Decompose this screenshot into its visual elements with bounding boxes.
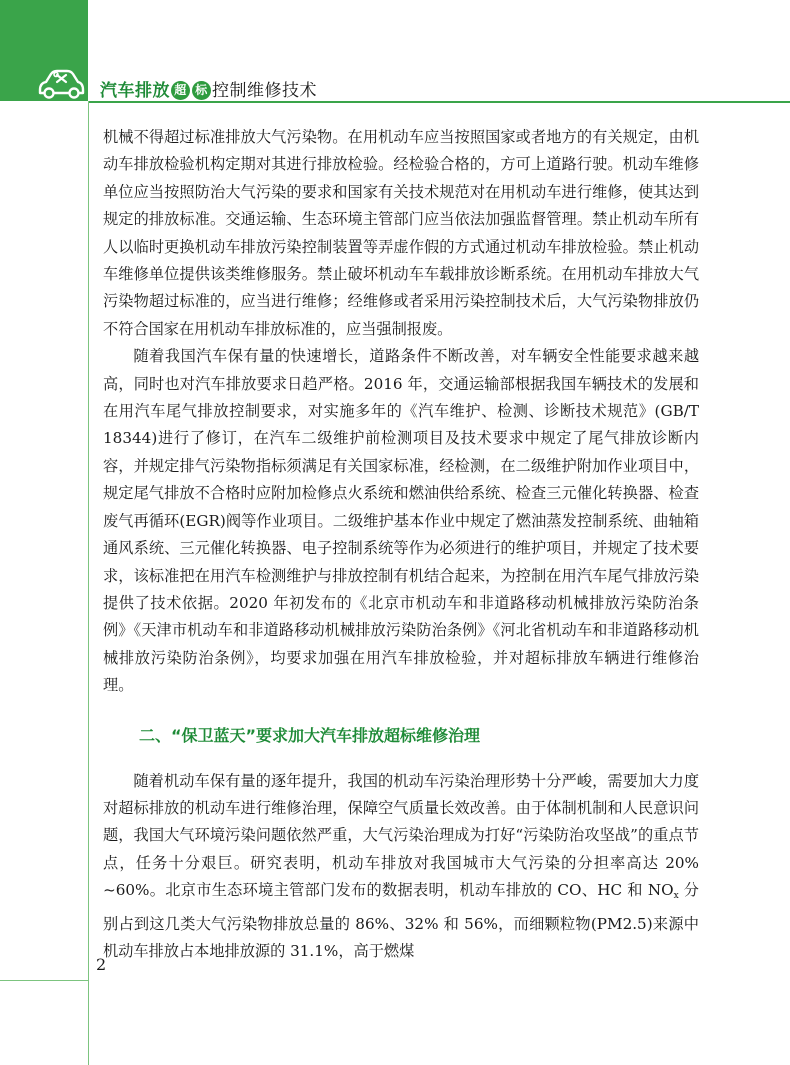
paragraph-1: 机械不得超过标准排放大气污染物。在用机动车应当按照国家或者地方的有关规定，由机动车排放检验机构定期对其进行排放检验。经检验合格的，方可上道路行驶。机动车维修单位应当按照防治大气污染的要求和国家有关技术规范对在用机动车进行维修，使其达到规定的排放标准。交通运输、生态环境主管部门应当依法加强监督管理。禁止机动车所有人以临时更换机动车排放污染控制装置等弄虚作假的方式通过机动车排放检验。禁止机动车维修单位提供该类维修服务。禁止破坏机动车车载排放诊断系统。在用机动车排放大气污染物超过标准的，应当进行维修；经维修或者采用污染控制技术后，大气污染物排放仍不符合国家在用机动车排放标准的，应当强制报废。 bbox=[103, 128, 699, 338]
car-wrench-icon bbox=[36, 66, 86, 100]
body-text bbox=[103, 124, 699, 965]
paragraph-3 bbox=[103, 768, 699, 966]
paragraph-2: 随着我国汽车保有量的快速增长，道路条件不断改善，对车辆安全性能要求越来越高，同时也对汽车排放要求日趋严格。2016 年，交通运输部根据我国车辆技术的发展和在用汽车尾气排放控制要求，对实施多年的《汽车维护、检测、诊断技术规范》(GB/T 18344)进行了修订，在汽车二级维护前检测项目及技术要求中规定了尾气排放诊断内容，并规定排气污染物指标须满足有关国家标准，经检测，在二级维护附加作业项目中，规定尾气排放不合格时应附加检修点火系统和燃油供给系统、检查三元催化转换器、检查废气再循环(EGR)阀等作业项目。二级维护基本作业中规定了燃油蒸发控制系统、曲轴箱通风系统、三元催化转换器、电子控制系统等作为必须进行的维护项目，并规定了技术要求，该标准把在用汽车检测维护与排放控制有机结合起来，为控制在用汽车尾气排放污染提供了技术依据。2020 年初发布的《北京市机动车和非道路移动机械排放污染防治条例》《天津市机动车和非道路移动机械排放污染防治条例》《河北省机动车和非道路移动机械排放污染防治条例》，均要求加强在用汽车排放检验，并对超标排放车辆进行维修治理。 bbox=[103, 347, 699, 695]
paragraph-3-text-b: 分别占到这几类大气污染物排放总量的 86%、32% 和 56%，而细颗粒物(PM2.5)来源中机动车排放占本地排放源的 31.1%，高于燃煤 bbox=[103, 881, 699, 960]
header-circle-char-1: 超 bbox=[171, 81, 190, 100]
footer-rule bbox=[0, 980, 88, 981]
header-title-part2: 控制维修技术 bbox=[212, 81, 317, 101]
header-circle-char-2: 标 bbox=[192, 81, 211, 100]
margin-rule bbox=[88, 101, 89, 1065]
header-rule bbox=[88, 101, 790, 103]
nox-subscript: x bbox=[673, 891, 679, 902]
header-title-part1: 汽车排放 bbox=[100, 81, 170, 101]
section-heading: 二、“保卫蓝天”要求加大汽车排放超标维修治理 bbox=[139, 725, 481, 745]
page-number: 2 bbox=[96, 955, 107, 974]
paragraph-3-text-a: 随着机动车保有量的逐年提升，我国的机动车污染治理形势十分严峻，需要加大力度对超标排放的机动车进行维修治理，保障空气质量长效改善。由于体制机制和人民意识问题，我国大气环境污染问题依然严重，大气污染治理成为打好“污染防治攻坚战”的重点节点，任务十分艰巨。研究表明，机动车排放对我国城市大气污染的分担率高达 20% ~60%。北京市生态环境主管部门发布的数据表明，机动车排放的 CO、HC 和 NO bbox=[103, 771, 699, 900]
running-header-title bbox=[100, 76, 317, 101]
